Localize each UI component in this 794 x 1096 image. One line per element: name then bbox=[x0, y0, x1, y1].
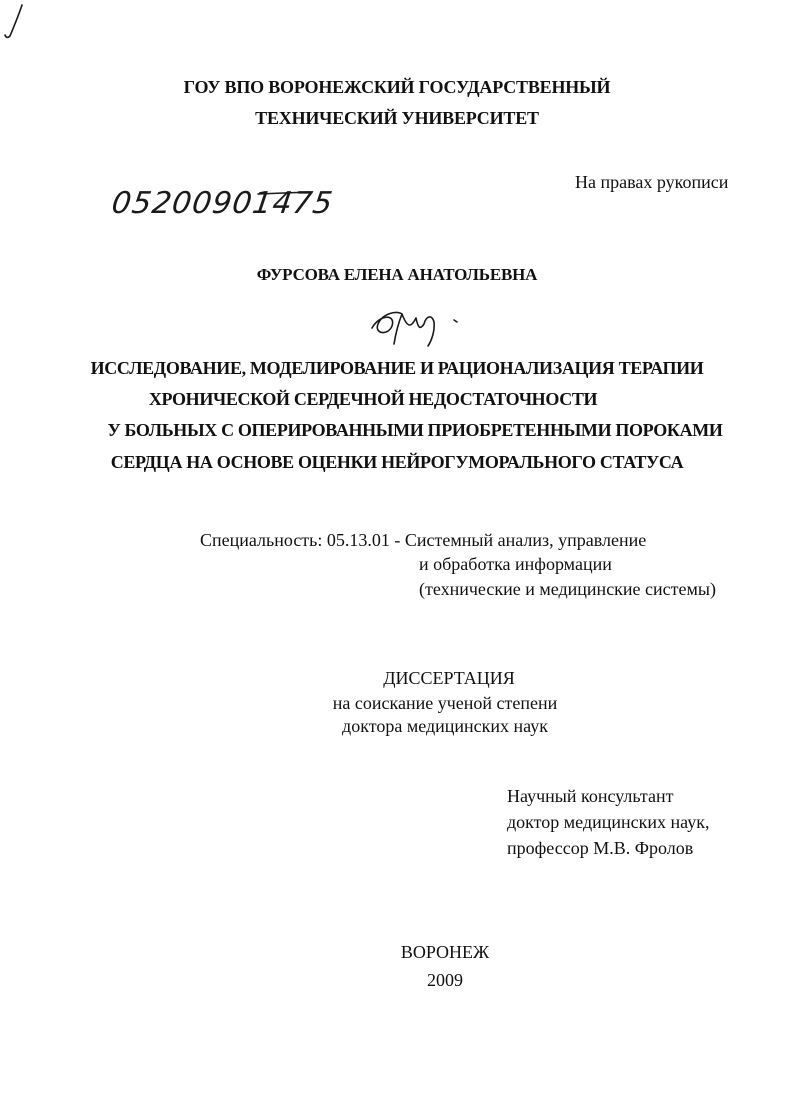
university-line-2: ТЕХНИЧЕСКИЙ УНИВЕРСИТЕТ bbox=[255, 108, 539, 128]
specialty-line-2: и обработка информации bbox=[419, 554, 612, 574]
consultant-block bbox=[507, 783, 709, 861]
manuscript-note: На правах рукописи bbox=[575, 172, 729, 192]
title-line-2: ХРОНИЧЕСКОЙ СЕРДЕЧНОЙ НЕДОСТАТОЧНОСТИ bbox=[148, 389, 598, 409]
author-name: ФУРСОВА ЕЛЕНА АНАТОЛЬЕВНА bbox=[256, 265, 538, 284]
title-line-1: ИССЛЕДОВАНИЕ, МОДЕЛИРОВАНИЕ И РАЦИОНАЛИЗАЦИЯ ТЕРАПИИ bbox=[90, 358, 704, 378]
specialty-line-1: Специальность: 05.13.01 - Системный анализ, управление bbox=[200, 530, 647, 550]
corner-pen-mark bbox=[2, 2, 32, 42]
dissertation-line-2: на соискание ученой степени bbox=[332, 693, 558, 713]
specialty-line-3: (технические и медицинские системы) bbox=[419, 579, 716, 599]
title-line-4: СЕРДЦА НА ОСНОВЕ ОЦЕНКИ НЕЙРОГУМОРАЛЬНОГО СТАТУСА bbox=[110, 452, 684, 472]
archive-number-underline bbox=[250, 186, 320, 226]
year: 2009 bbox=[427, 970, 463, 990]
consultant-line-3: профессор М.В. Фролов bbox=[507, 838, 694, 858]
university-line-1: ГОУ ВПО ВОРОНЕЖСКИЙ ГОСУДАРСТВЕННЫЙ bbox=[183, 77, 611, 97]
consultant-line-2: доктор медицинских наук, bbox=[507, 812, 710, 832]
title-line-3: У БОЛЬНЫХ С ОПЕРИРОВАННЫМИ ПРИОБРЕТЕННЫМИ ПОРОКАМИ bbox=[107, 420, 723, 440]
city: ВОРОНЕЖ bbox=[400, 942, 490, 962]
consultant-line-1: Научный консультант bbox=[507, 786, 674, 806]
dissertation-heading: ДИССЕРТАЦИЯ bbox=[383, 668, 515, 688]
archive-number: 05200901475 bbox=[109, 186, 336, 221]
dissertation-line-3: доктора медицинских наук bbox=[342, 716, 548, 736]
author-signature bbox=[362, 300, 472, 350]
